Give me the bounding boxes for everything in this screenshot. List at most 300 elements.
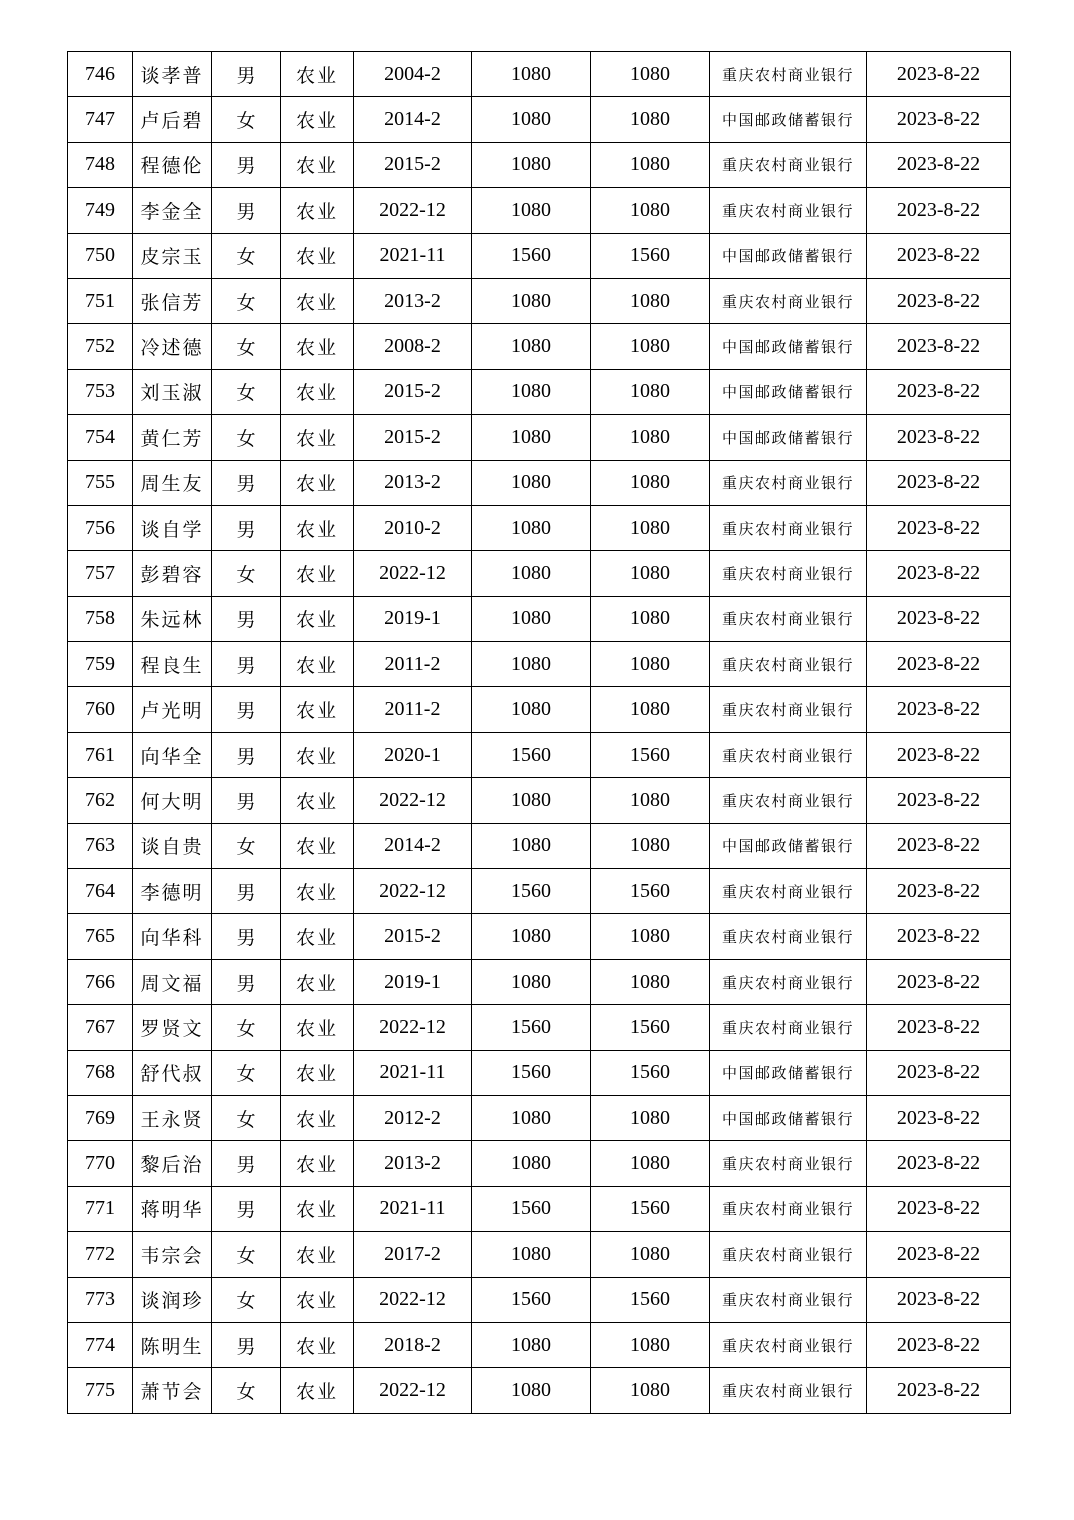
cell-amount-paid: 1560 <box>591 1186 710 1231</box>
cell-bank: 重庆农村商业银行 <box>710 1322 867 1367</box>
cell-bank: 重庆农村商业银行 <box>710 460 867 505</box>
cell-serial-number: 756 <box>68 505 133 550</box>
cell-occupation: 农业 <box>281 778 354 823</box>
cell-amount-paid: 1080 <box>591 551 710 596</box>
cell-gender: 女 <box>212 97 281 142</box>
cell-bank: 中国邮政储蓄银行 <box>710 1050 867 1095</box>
cell-start-date: 2019-1 <box>354 596 472 641</box>
cell-bank: 重庆农村商业银行 <box>710 551 867 596</box>
table-body <box>68 52 1011 1414</box>
table-row <box>68 324 1011 369</box>
cell-occupation: 农业 <box>281 1277 354 1322</box>
cell-start-date: 2013-2 <box>354 1141 472 1186</box>
cell-bank: 重庆农村商业银行 <box>710 959 867 1004</box>
cell-serial-number: 773 <box>68 1277 133 1322</box>
table-row <box>68 142 1011 187</box>
cell-amount: 1080 <box>472 778 591 823</box>
cell-gender: 男 <box>212 1141 281 1186</box>
table-row <box>68 959 1011 1004</box>
cell-name: 李德明 <box>133 869 212 914</box>
cell-bank: 中国邮政储蓄银行 <box>710 369 867 414</box>
cell-bank: 重庆农村商业银行 <box>710 1232 867 1277</box>
cell-serial-number: 760 <box>68 687 133 732</box>
cell-name: 黎后治 <box>133 1141 212 1186</box>
cell-amount: 1080 <box>472 914 591 959</box>
cell-payment-date: 2023-8-22 <box>867 460 1011 505</box>
cell-bank: 重庆农村商业银行 <box>710 914 867 959</box>
cell-name: 程良生 <box>133 642 212 687</box>
cell-amount-paid: 1080 <box>591 1141 710 1186</box>
cell-gender: 男 <box>212 596 281 641</box>
cell-serial-number: 750 <box>68 233 133 278</box>
table-row <box>68 914 1011 959</box>
table-row <box>68 188 1011 233</box>
cell-amount: 1080 <box>472 460 591 505</box>
cell-start-date: 2022-12 <box>354 1005 472 1050</box>
cell-name: 谈自贵 <box>133 823 212 868</box>
cell-serial-number: 764 <box>68 869 133 914</box>
cell-gender: 女 <box>212 1277 281 1322</box>
cell-amount-paid: 1080 <box>591 914 710 959</box>
cell-occupation: 农业 <box>281 460 354 505</box>
cell-serial-number: 771 <box>68 1186 133 1231</box>
cell-name: 卢光明 <box>133 687 212 732</box>
cell-payment-date: 2023-8-22 <box>867 142 1011 187</box>
cell-gender: 男 <box>212 642 281 687</box>
cell-bank: 重庆农村商业银行 <box>710 869 867 914</box>
cell-bank: 中国邮政储蓄银行 <box>710 97 867 142</box>
cell-occupation: 农业 <box>281 959 354 1004</box>
cell-start-date: 2011-2 <box>354 642 472 687</box>
cell-gender: 男 <box>212 778 281 823</box>
cell-bank: 重庆农村商业银行 <box>710 1186 867 1231</box>
table-row <box>68 460 1011 505</box>
cell-payment-date: 2023-8-22 <box>867 369 1011 414</box>
cell-start-date: 2010-2 <box>354 505 472 550</box>
cell-bank: 重庆农村商业银行 <box>710 1141 867 1186</box>
cell-serial-number: 769 <box>68 1095 133 1140</box>
cell-amount: 1560 <box>472 1186 591 1231</box>
cell-name: 罗贤文 <box>133 1005 212 1050</box>
cell-bank: 重庆农村商业银行 <box>710 1277 867 1322</box>
cell-payment-date: 2023-8-22 <box>867 1141 1011 1186</box>
cell-payment-date: 2023-8-22 <box>867 1277 1011 1322</box>
table-row <box>68 869 1011 914</box>
table-row <box>68 52 1011 97</box>
cell-gender: 女 <box>212 369 281 414</box>
cell-gender: 女 <box>212 278 281 323</box>
table-row <box>68 1368 1011 1413</box>
cell-occupation: 农业 <box>281 1368 354 1413</box>
cell-amount-paid: 1080 <box>591 278 710 323</box>
cell-gender: 男 <box>212 1322 281 1367</box>
cell-serial-number: 774 <box>68 1322 133 1367</box>
cell-start-date: 2018-2 <box>354 1322 472 1367</box>
cell-start-date: 2012-2 <box>354 1095 472 1140</box>
cell-payment-date: 2023-8-22 <box>867 1368 1011 1413</box>
cell-payment-date: 2023-8-22 <box>867 959 1011 1004</box>
cell-amount: 1080 <box>472 1095 591 1140</box>
cell-amount-paid: 1560 <box>591 1005 710 1050</box>
cell-payment-date: 2023-8-22 <box>867 415 1011 460</box>
cell-gender: 女 <box>212 233 281 278</box>
cell-occupation: 农业 <box>281 1322 354 1367</box>
cell-amount-paid: 1080 <box>591 1232 710 1277</box>
cell-amount: 1080 <box>472 505 591 550</box>
cell-serial-number: 755 <box>68 460 133 505</box>
cell-amount-paid: 1080 <box>591 959 710 1004</box>
table-row <box>68 732 1011 777</box>
cell-payment-date: 2023-8-22 <box>867 324 1011 369</box>
table-row <box>68 1322 1011 1367</box>
cell-amount-paid: 1080 <box>591 52 710 97</box>
cell-amount-paid: 1080 <box>591 188 710 233</box>
cell-occupation: 农业 <box>281 869 354 914</box>
cell-start-date: 2015-2 <box>354 369 472 414</box>
cell-serial-number: 754 <box>68 415 133 460</box>
cell-gender: 女 <box>212 415 281 460</box>
cell-start-date: 2022-12 <box>354 1368 472 1413</box>
cell-bank: 重庆农村商业银行 <box>710 1005 867 1050</box>
cell-serial-number: 752 <box>68 324 133 369</box>
cell-amount-paid: 1560 <box>591 1050 710 1095</box>
cell-bank: 重庆农村商业银行 <box>710 642 867 687</box>
cell-occupation: 农业 <box>281 505 354 550</box>
cell-serial-number: 762 <box>68 778 133 823</box>
cell-name: 彭碧容 <box>133 551 212 596</box>
cell-gender: 男 <box>212 1186 281 1231</box>
data-table <box>67 51 1011 1414</box>
cell-name: 李金全 <box>133 188 212 233</box>
cell-amount: 1080 <box>472 415 591 460</box>
cell-serial-number: 751 <box>68 278 133 323</box>
cell-amount: 1080 <box>472 959 591 1004</box>
cell-start-date: 2015-2 <box>354 415 472 460</box>
cell-amount-paid: 1080 <box>591 369 710 414</box>
cell-name: 朱远林 <box>133 596 212 641</box>
cell-gender: 男 <box>212 914 281 959</box>
cell-occupation: 农业 <box>281 97 354 142</box>
cell-occupation: 农业 <box>281 1186 354 1231</box>
cell-start-date: 2021-11 <box>354 233 472 278</box>
cell-gender: 男 <box>212 142 281 187</box>
cell-payment-date: 2023-8-22 <box>867 1186 1011 1231</box>
cell-amount: 1560 <box>472 1050 591 1095</box>
table-row <box>68 505 1011 550</box>
cell-amount: 1080 <box>472 188 591 233</box>
cell-occupation: 农业 <box>281 324 354 369</box>
cell-gender: 女 <box>212 1050 281 1095</box>
cell-amount-paid: 1080 <box>591 505 710 550</box>
cell-start-date: 2021-11 <box>354 1050 472 1095</box>
table-row <box>68 1005 1011 1050</box>
cell-amount-paid: 1080 <box>591 1322 710 1367</box>
cell-amount: 1080 <box>472 823 591 868</box>
cell-gender: 男 <box>212 687 281 732</box>
cell-occupation: 农业 <box>281 278 354 323</box>
cell-serial-number: 772 <box>68 1232 133 1277</box>
cell-occupation: 农业 <box>281 914 354 959</box>
cell-bank: 中国邮政储蓄银行 <box>710 1095 867 1140</box>
cell-amount-paid: 1080 <box>591 324 710 369</box>
cell-occupation: 农业 <box>281 233 354 278</box>
cell-occupation: 农业 <box>281 52 354 97</box>
cell-start-date: 2019-1 <box>354 959 472 1004</box>
cell-gender: 女 <box>212 1368 281 1413</box>
cell-name: 卢后碧 <box>133 97 212 142</box>
cell-name: 谈润珍 <box>133 1277 212 1322</box>
cell-gender: 男 <box>212 869 281 914</box>
cell-bank: 中国邮政储蓄银行 <box>710 415 867 460</box>
cell-amount: 1080 <box>472 278 591 323</box>
cell-start-date: 2015-2 <box>354 142 472 187</box>
cell-amount-paid: 1560 <box>591 233 710 278</box>
table-row <box>68 596 1011 641</box>
cell-occupation: 农业 <box>281 551 354 596</box>
cell-payment-date: 2023-8-22 <box>867 97 1011 142</box>
cell-occupation: 农业 <box>281 642 354 687</box>
table-row <box>68 369 1011 414</box>
cell-occupation: 农业 <box>281 1232 354 1277</box>
cell-name: 舒代叔 <box>133 1050 212 1095</box>
cell-name: 黄仁芳 <box>133 415 212 460</box>
cell-amount: 1560 <box>472 1277 591 1322</box>
cell-bank: 重庆农村商业银行 <box>710 732 867 777</box>
cell-payment-date: 2023-8-22 <box>867 778 1011 823</box>
cell-payment-date: 2023-8-22 <box>867 1322 1011 1367</box>
table-row <box>68 642 1011 687</box>
cell-gender: 男 <box>212 732 281 777</box>
cell-serial-number: 753 <box>68 369 133 414</box>
table-row <box>68 551 1011 596</box>
cell-amount-paid: 1080 <box>591 1368 710 1413</box>
cell-occupation: 农业 <box>281 369 354 414</box>
cell-name: 谈自学 <box>133 505 212 550</box>
cell-gender: 男 <box>212 188 281 233</box>
cell-serial-number: 763 <box>68 823 133 868</box>
cell-payment-date: 2023-8-22 <box>867 687 1011 732</box>
cell-name: 陈明生 <box>133 1322 212 1367</box>
cell-occupation: 农业 <box>281 1141 354 1186</box>
cell-serial-number: 768 <box>68 1050 133 1095</box>
cell-start-date: 2014-2 <box>354 97 472 142</box>
cell-start-date: 2011-2 <box>354 687 472 732</box>
cell-name: 韦宗会 <box>133 1232 212 1277</box>
cell-amount: 1080 <box>472 369 591 414</box>
cell-serial-number: 767 <box>68 1005 133 1050</box>
cell-bank: 重庆农村商业银行 <box>710 596 867 641</box>
cell-occupation: 农业 <box>281 596 354 641</box>
cell-occupation: 农业 <box>281 415 354 460</box>
cell-start-date: 2020-1 <box>354 732 472 777</box>
cell-start-date: 2022-12 <box>354 869 472 914</box>
table-row <box>68 278 1011 323</box>
cell-occupation: 农业 <box>281 823 354 868</box>
cell-amount: 1080 <box>472 324 591 369</box>
table-row <box>68 1186 1011 1231</box>
cell-amount-paid: 1560 <box>591 1277 710 1322</box>
cell-gender: 女 <box>212 324 281 369</box>
cell-name: 刘玉淑 <box>133 369 212 414</box>
cell-serial-number: 757 <box>68 551 133 596</box>
cell-gender: 女 <box>212 551 281 596</box>
table-row <box>68 233 1011 278</box>
cell-gender: 男 <box>212 505 281 550</box>
cell-amount: 1560 <box>472 869 591 914</box>
cell-bank: 重庆农村商业银行 <box>710 142 867 187</box>
cell-gender: 男 <box>212 460 281 505</box>
cell-payment-date: 2023-8-22 <box>867 278 1011 323</box>
cell-serial-number: 770 <box>68 1141 133 1186</box>
cell-start-date: 2022-12 <box>354 188 472 233</box>
cell-amount: 1080 <box>472 1368 591 1413</box>
cell-payment-date: 2023-8-22 <box>867 823 1011 868</box>
cell-start-date: 2013-2 <box>354 278 472 323</box>
cell-amount-paid: 1080 <box>591 596 710 641</box>
cell-name: 皮宗玉 <box>133 233 212 278</box>
cell-start-date: 2014-2 <box>354 823 472 868</box>
cell-serial-number: 761 <box>68 732 133 777</box>
cell-payment-date: 2023-8-22 <box>867 1232 1011 1277</box>
cell-amount: 1080 <box>472 52 591 97</box>
cell-bank: 重庆农村商业银行 <box>710 778 867 823</box>
cell-start-date: 2022-12 <box>354 1277 472 1322</box>
cell-payment-date: 2023-8-22 <box>867 233 1011 278</box>
cell-gender: 女 <box>212 1095 281 1140</box>
cell-payment-date: 2023-8-22 <box>867 1095 1011 1140</box>
cell-start-date: 2015-2 <box>354 914 472 959</box>
cell-serial-number: 775 <box>68 1368 133 1413</box>
cell-payment-date: 2023-8-22 <box>867 551 1011 596</box>
cell-occupation: 农业 <box>281 1050 354 1095</box>
table-row <box>68 1095 1011 1140</box>
cell-amount-paid: 1080 <box>591 823 710 868</box>
cell-start-date: 2022-12 <box>354 778 472 823</box>
cell-name: 向华科 <box>133 914 212 959</box>
cell-serial-number: 747 <box>68 97 133 142</box>
cell-amount-paid: 1080 <box>591 687 710 732</box>
cell-serial-number: 765 <box>68 914 133 959</box>
cell-amount: 1080 <box>472 1232 591 1277</box>
cell-start-date: 2008-2 <box>354 324 472 369</box>
cell-bank: 重庆农村商业银行 <box>710 1368 867 1413</box>
cell-name: 蒋明华 <box>133 1186 212 1231</box>
cell-amount: 1080 <box>472 97 591 142</box>
cell-amount-paid: 1080 <box>591 460 710 505</box>
cell-start-date: 2017-2 <box>354 1232 472 1277</box>
cell-payment-date: 2023-8-22 <box>867 914 1011 959</box>
cell-bank: 中国邮政储蓄银行 <box>710 823 867 868</box>
cell-amount: 1080 <box>472 1322 591 1367</box>
cell-name: 谈孝普 <box>133 52 212 97</box>
cell-name: 张信芳 <box>133 278 212 323</box>
cell-name: 冷述德 <box>133 324 212 369</box>
cell-occupation: 农业 <box>281 1095 354 1140</box>
table-row <box>68 97 1011 142</box>
cell-amount: 1560 <box>472 732 591 777</box>
cell-amount-paid: 1080 <box>591 142 710 187</box>
cell-amount: 1080 <box>472 551 591 596</box>
cell-payment-date: 2023-8-22 <box>867 732 1011 777</box>
cell-amount-paid: 1080 <box>591 642 710 687</box>
cell-amount: 1080 <box>472 142 591 187</box>
cell-start-date: 2004-2 <box>354 52 472 97</box>
cell-serial-number: 759 <box>68 642 133 687</box>
cell-amount-paid: 1080 <box>591 1095 710 1140</box>
table-row <box>68 1050 1011 1095</box>
cell-gender: 女 <box>212 1232 281 1277</box>
cell-bank: 重庆农村商业银行 <box>710 188 867 233</box>
cell-amount: 1080 <box>472 596 591 641</box>
cell-payment-date: 2023-8-22 <box>867 52 1011 97</box>
cell-occupation: 农业 <box>281 687 354 732</box>
cell-name: 王永贤 <box>133 1095 212 1140</box>
cell-name: 程德伦 <box>133 142 212 187</box>
cell-name: 何大明 <box>133 778 212 823</box>
cell-start-date: 2013-2 <box>354 460 472 505</box>
cell-amount: 1560 <box>472 1005 591 1050</box>
cell-amount-paid: 1560 <box>591 732 710 777</box>
cell-name: 向华全 <box>133 732 212 777</box>
table-row <box>68 1232 1011 1277</box>
cell-bank: 重庆农村商业银行 <box>710 52 867 97</box>
cell-name: 萧节会 <box>133 1368 212 1413</box>
cell-amount: 1080 <box>472 1141 591 1186</box>
cell-name: 周生友 <box>133 460 212 505</box>
cell-gender: 女 <box>212 1005 281 1050</box>
table-row <box>68 1277 1011 1322</box>
table-row <box>68 415 1011 460</box>
cell-payment-date: 2023-8-22 <box>867 1005 1011 1050</box>
cell-payment-date: 2023-8-22 <box>867 505 1011 550</box>
cell-serial-number: 749 <box>68 188 133 233</box>
table-row <box>68 778 1011 823</box>
cell-occupation: 农业 <box>281 142 354 187</box>
cell-bank: 重庆农村商业银行 <box>710 278 867 323</box>
cell-payment-date: 2023-8-22 <box>867 596 1011 641</box>
cell-bank: 重庆农村商业银行 <box>710 687 867 732</box>
cell-bank: 中国邮政储蓄银行 <box>710 324 867 369</box>
cell-start-date: 2022-12 <box>354 551 472 596</box>
cell-serial-number: 766 <box>68 959 133 1004</box>
cell-bank: 重庆农村商业银行 <box>710 505 867 550</box>
cell-name: 周文福 <box>133 959 212 1004</box>
cell-bank: 中国邮政储蓄银行 <box>710 233 867 278</box>
cell-gender: 男 <box>212 959 281 1004</box>
cell-serial-number: 758 <box>68 596 133 641</box>
cell-amount: 1080 <box>472 687 591 732</box>
cell-amount-paid: 1080 <box>591 97 710 142</box>
cell-amount: 1080 <box>472 642 591 687</box>
table-row <box>68 1141 1011 1186</box>
cell-occupation: 农业 <box>281 1005 354 1050</box>
cell-payment-date: 2023-8-22 <box>867 869 1011 914</box>
cell-occupation: 农业 <box>281 732 354 777</box>
cell-start-date: 2021-11 <box>354 1186 472 1231</box>
cell-occupation: 农业 <box>281 188 354 233</box>
table-row <box>68 823 1011 868</box>
cell-payment-date: 2023-8-22 <box>867 642 1011 687</box>
cell-gender: 男 <box>212 52 281 97</box>
cell-serial-number: 746 <box>68 52 133 97</box>
cell-amount-paid: 1080 <box>591 415 710 460</box>
cell-amount: 1560 <box>472 233 591 278</box>
cell-gender: 女 <box>212 823 281 868</box>
cell-amount-paid: 1080 <box>591 778 710 823</box>
cell-serial-number: 748 <box>68 142 133 187</box>
table-row <box>68 687 1011 732</box>
cell-payment-date: 2023-8-22 <box>867 1050 1011 1095</box>
